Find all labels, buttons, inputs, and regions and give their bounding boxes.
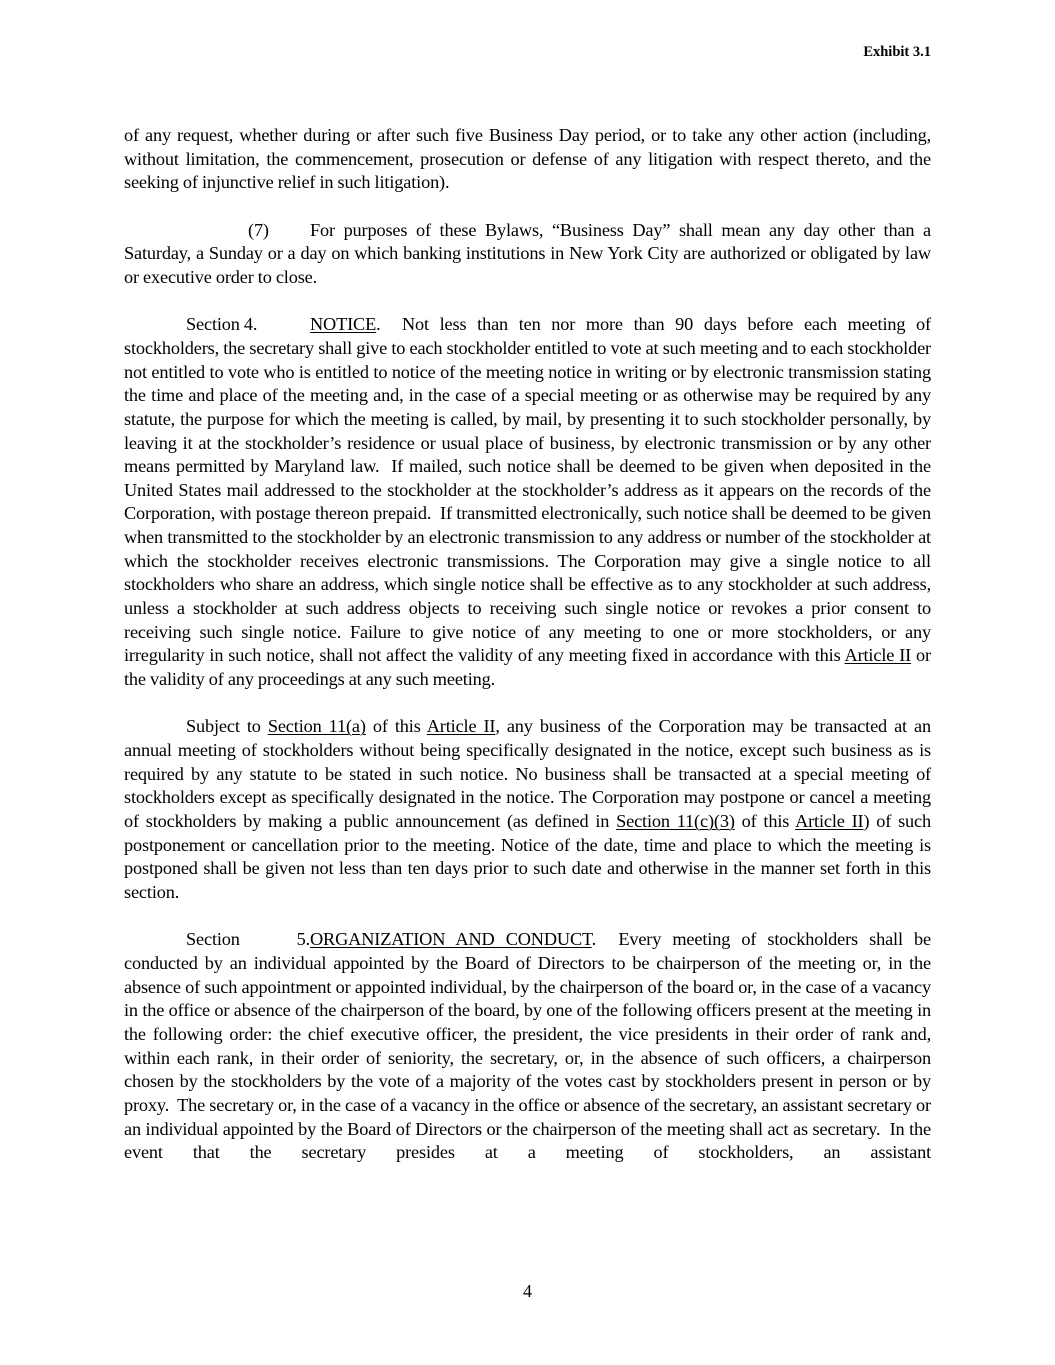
paragraph-continuation: [124, 124, 931, 195]
section-4-notice: [124, 313, 936, 692]
paragraph-text: of any request, whether during or after such five Business Day period, or to take any other action (including, without limitation, the commencement, prosecution or defense of any litigation with respect thereto, and the seeking of injunctive relief in such litigation).: [124, 125, 931, 193]
article-ii-reference: Article II: [426, 716, 496, 737]
heading-punctuation: .: [376, 314, 381, 335]
heading-punctuation: .: [591, 929, 597, 950]
section-label: Section 5.: [186, 929, 310, 950]
exhibit-label: Exhibit 3.1: [863, 44, 931, 60]
paragraph-text: , any business of the Corporation may be transacted at an annual meeting of stockholders without being specifically designated in the notice, except such business as is required by any statute to be stated in such notice. No business shall be transacted at a special meeting of stockholders except as specifically designated in the notice. The Corporation may postpone or cancel a meeting of stockholders by making a public announcement (as defined in: [124, 716, 931, 831]
section-5-organization-and-conduct: [124, 928, 936, 1165]
section-11c3-reference: Section 11(c)(3): [616, 810, 735, 831]
paragraph-text: Subject to: [186, 716, 268, 737]
paragraph-text: of this: [734, 810, 796, 831]
article-ii-reference: Article II: [795, 810, 864, 831]
paragraph-text: or the validity of any proceedings at any such meeting.: [124, 645, 931, 690]
paragraph-business-day-definition: [124, 219, 931, 290]
section-heading: NOTICE: [310, 314, 377, 335]
paragraph-text: For purposes of these Bylaws, “Business Day” shall mean any day other than a Saturday, a Sunday or a day on which banking institutions in New York City are authorized or obligated by law or executive order to close.: [124, 219, 931, 287]
paragraph-text: Not less than ten nor more than 90 days before each meeting of stockholders, the secretary shall give to each stockholder entitled to vote at such meeting and to each stockholder not entitled to vote who is entitled to notice of the meeting notice in writing or by electronic transmission stating the time and place of the meeting and, in the case of a special meeting or as otherwise may be required by any statute, the purpose for which the meeting is called, by mail, by presenting it to such stockholder personally, by leaving it at the stockholder’s residence or usual place of business, by electronic transmission or by any other means permitted by Maryland law. If mailed, such notice shall be deemed to be given when deposited in the United States mail addressed to the stockholder at the stockholder’s address as it appears on the records of the Corporation, with postage thereon prepaid. If transmitted electronically, such notice shall be deemed to be given when transmitted to the stockholder by an electronic transmission to any address or number of the stockholder at which the stockholder receives electronic transmissions. The Corporation may give a single notice to all stockholders who share an address, which single notice shall be effective as to any stockholder at such address, unless a stockholder at such address objects to receiving such single notice or revokes a prior consent to receiving such single notice. Failure to give notice of any meeting to one or more stockholders, or any irregularity in such notice, shall not affect the validity of any meeting fixed in accordance with this: [124, 314, 936, 666]
paragraph-text: Every meeting of stockholders shall be conducted by an individual appointed by the Board of Directors to be chairperson of the meeting or, in the absence of such appointment or appointed individual, by the chairperson of the board or, in the case of a vacancy in the office or absence of the chairperson of the board, by one of the following officers present at the meeting in the following order: the chief executive officer, the president, the vice presidents in their order of rank and, within each rank, in their order of seniority, the secretary, or, in the absence of such officers, a chairperson chosen by the stockholders by the vote of a majority of the votes cast by stockholders present in person or by proxy. The secretary or, in the case of a vacancy in the office or absence of the secretary, an assistant secretary or an individual appointed by the Board of Directors or the chairperson of the meeting shall act as secretary. In the event that the secretary presides at a meeting of stockholders, an assistant: [124, 929, 936, 1163]
page-number: 4: [523, 1281, 532, 1301]
subsection-number: (7): [248, 219, 269, 240]
section-11a-reference: Section 11(a): [267, 716, 366, 737]
paragraph-business-at-meetings: [124, 715, 931, 904]
paragraph-text: of this: [365, 716, 427, 737]
section-label: Section 4.: [186, 314, 258, 335]
section-heading: ORGANIZATION AND CONDUCT: [310, 929, 592, 950]
document-body: [124, 124, 936, 1188]
paragraph-text: ) of such postponement or cancellation prior to the meeting. Notice of the date, time and place to which the meeting is postponed shall be given not less than ten days prior to such date and otherwise in the manner set forth in this section.: [124, 810, 931, 902]
article-ii-reference: Article II: [844, 645, 912, 666]
